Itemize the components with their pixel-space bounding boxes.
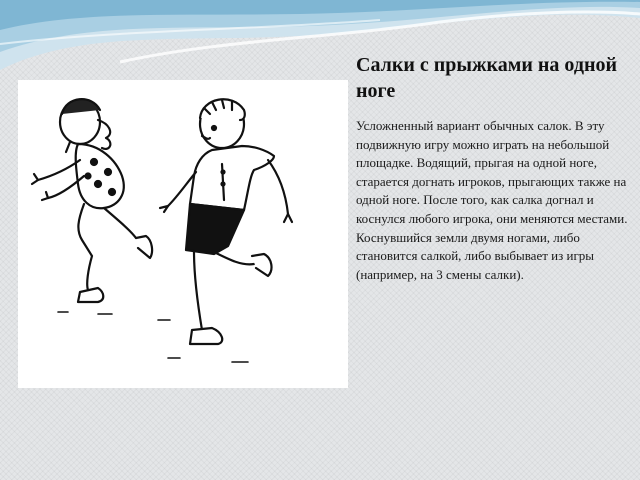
- hopping-children-drawing: [18, 80, 348, 388]
- boy-figure: [160, 99, 292, 344]
- slide-title: Салки с прыжками на одной ноге: [356, 54, 618, 102]
- game-description: Усложненный вариант обычных салок. В эту подвижную игру можно играть на небольшой площадке. Водящий, прыгая на одной ноге, старается догнать игроков, прыгающих также на одной ноге. После того, как салка догнал и коснулся любого игрока, они меняются местами. Коснувшийся земли двумя ногами, либо становится салкой, либо выбывает из игры (например, на 3 смены салки).: [356, 118, 628, 282]
- girl-figure: [32, 99, 152, 302]
- children-hopping-illustration: [18, 80, 348, 388]
